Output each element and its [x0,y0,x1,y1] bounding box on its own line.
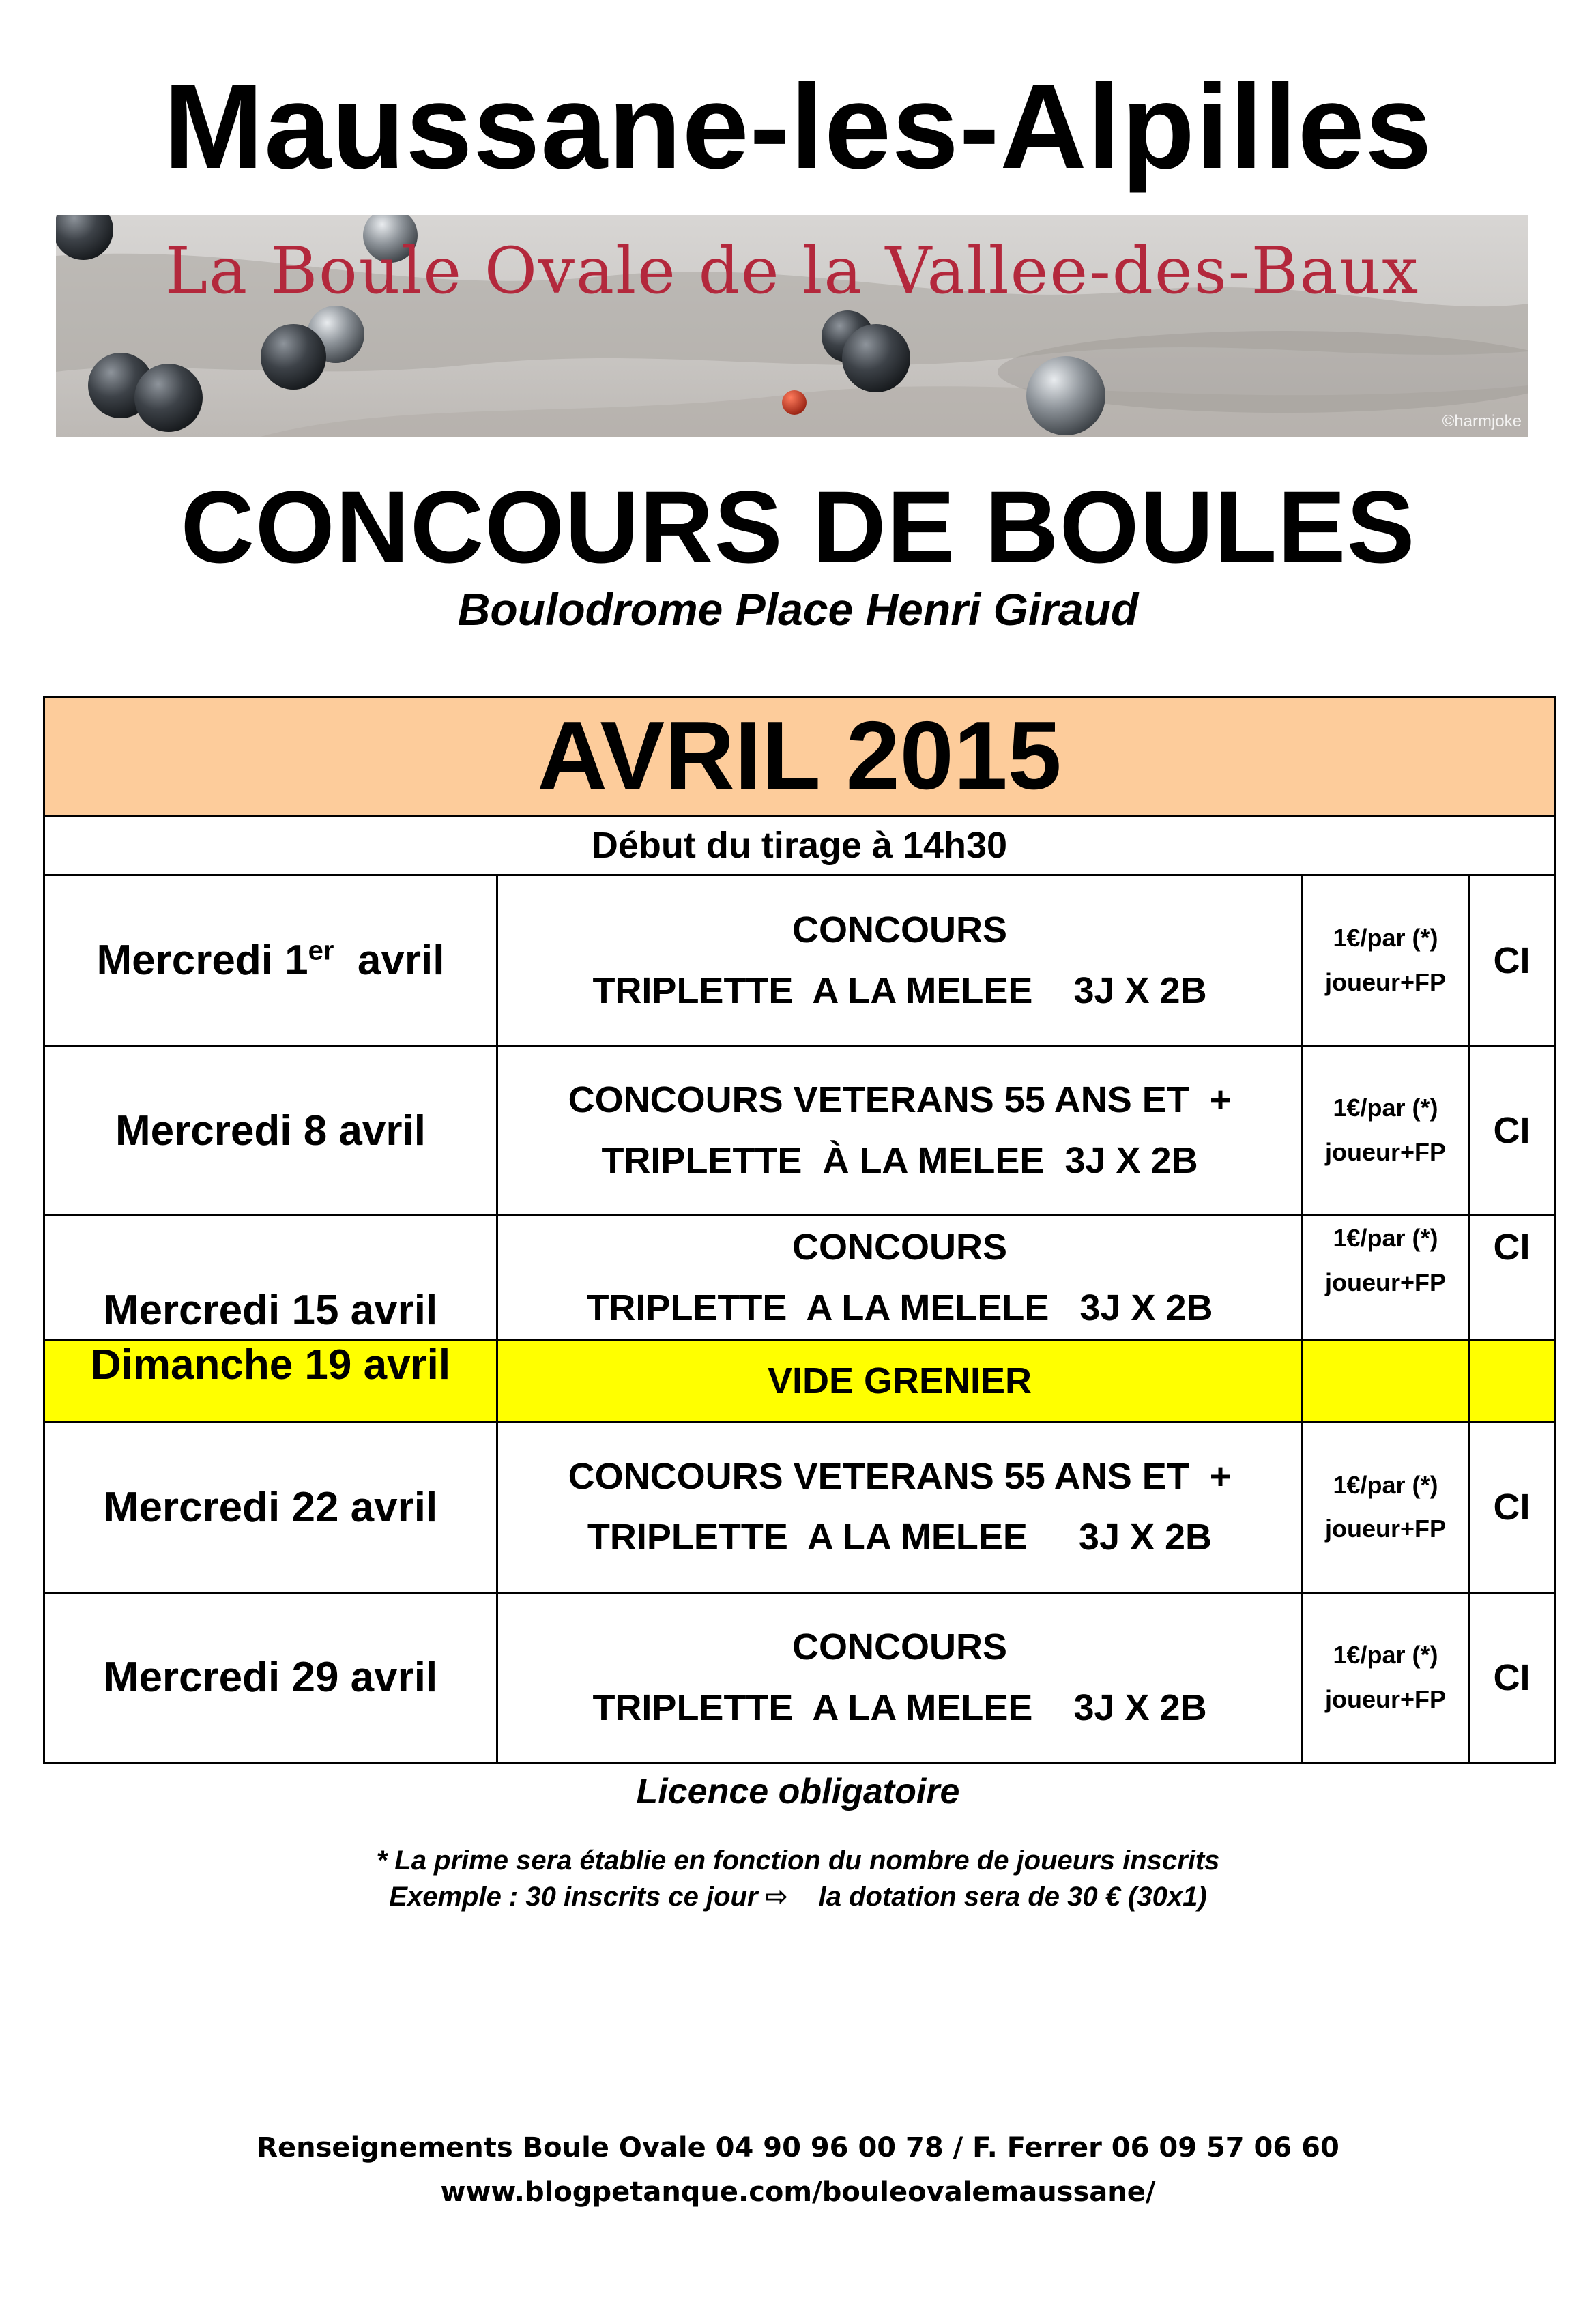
photo-watermark: ©harmjoke [1442,412,1522,431]
event-date: Mercredi 8 avril [44,1045,497,1215]
event-category: CI [1469,1216,1555,1340]
schedule-table [43,696,1556,1764]
event-prize: 1€/par (*) joueur+FP [1303,1045,1469,1215]
prize-example: Exemple : 30 inscrits ce jour ⇨ la dotation sera de 30 € (30x1) [389,1882,1207,1912]
table-row [44,1045,1555,1215]
event-description: VIDE GRENIER [497,1340,1303,1423]
table-row-highlight [44,1340,1555,1423]
prize-note: * La prime sera établie en fonction du nombre de joueurs inscrits [376,1846,1220,1876]
contact-info: Renseignements Boule Ovale 04 90 96 00 78 / F. Ferrer 06 09 57 06 60 [257,2132,1339,2163]
event-prize: 1€/par (*) joueur+FP [1303,1423,1469,1592]
headline: CONCOURS DE BOULES [180,469,1416,584]
event-date: Mercredi 1er avril [44,875,497,1045]
table-row [44,1592,1555,1762]
licence-notice: Licence obligatoire [636,1772,960,1811]
month-header: AVRIL 2015 [44,697,1555,816]
event-date: Dimanche 19 avril [44,1340,497,1423]
venue: Boulodrome Place Henri Giraud [457,584,1139,635]
event-description: CONCOURS TRIPLETTE A LA MELEE 3J X 2B [497,875,1303,1045]
event-prize: 1€/par (*) joueur+FP [1303,1216,1469,1340]
event-description: CONCOURS VETERANS 55 ANS ET + TRIPLETTE À LA MELEE 3J X 2B [497,1045,1303,1215]
event-category [1469,1340,1555,1423]
banner-title: La Boule Ovale de la Vallee-des-Baux [164,234,1420,308]
event-description: CONCOURS TRIPLETTE A LA MELELE 3J X 2B [497,1216,1303,1340]
town-title: Maussane-les-Alpilles [163,60,1433,194]
event-category: CI [1469,875,1555,1045]
event-prize: 1€/par (*) joueur+FP [1303,1592,1469,1762]
event-date: Mercredi 15 avril [44,1216,497,1340]
table-row [44,875,1555,1045]
event-date: Mercredi 22 avril [44,1423,497,1592]
website-url[interactable]: www.blogpetanque.com/bouleovalemaussane/ [440,2176,1156,2208]
event-category: CI [1469,1592,1555,1762]
event-category: CI [1469,1423,1555,1592]
draw-time: Début du tirage à 14h30 [44,815,1555,875]
event-description: CONCOURS TRIPLETTE A LA MELEE 3J X 2B [497,1592,1303,1762]
banner-photo [56,215,1528,437]
event-category: CI [1469,1045,1555,1215]
table-row [44,1423,1555,1592]
event-prize: 1€/par (*) joueur+FP [1303,875,1469,1045]
event-date: Mercredi 29 avril [44,1592,497,1762]
event-description: CONCOURS VETERANS 55 ANS ET + TRIPLETTE A LA MELEE 3J X 2B [497,1423,1303,1592]
table-row [44,1216,1555,1340]
event-prize [1303,1340,1469,1423]
